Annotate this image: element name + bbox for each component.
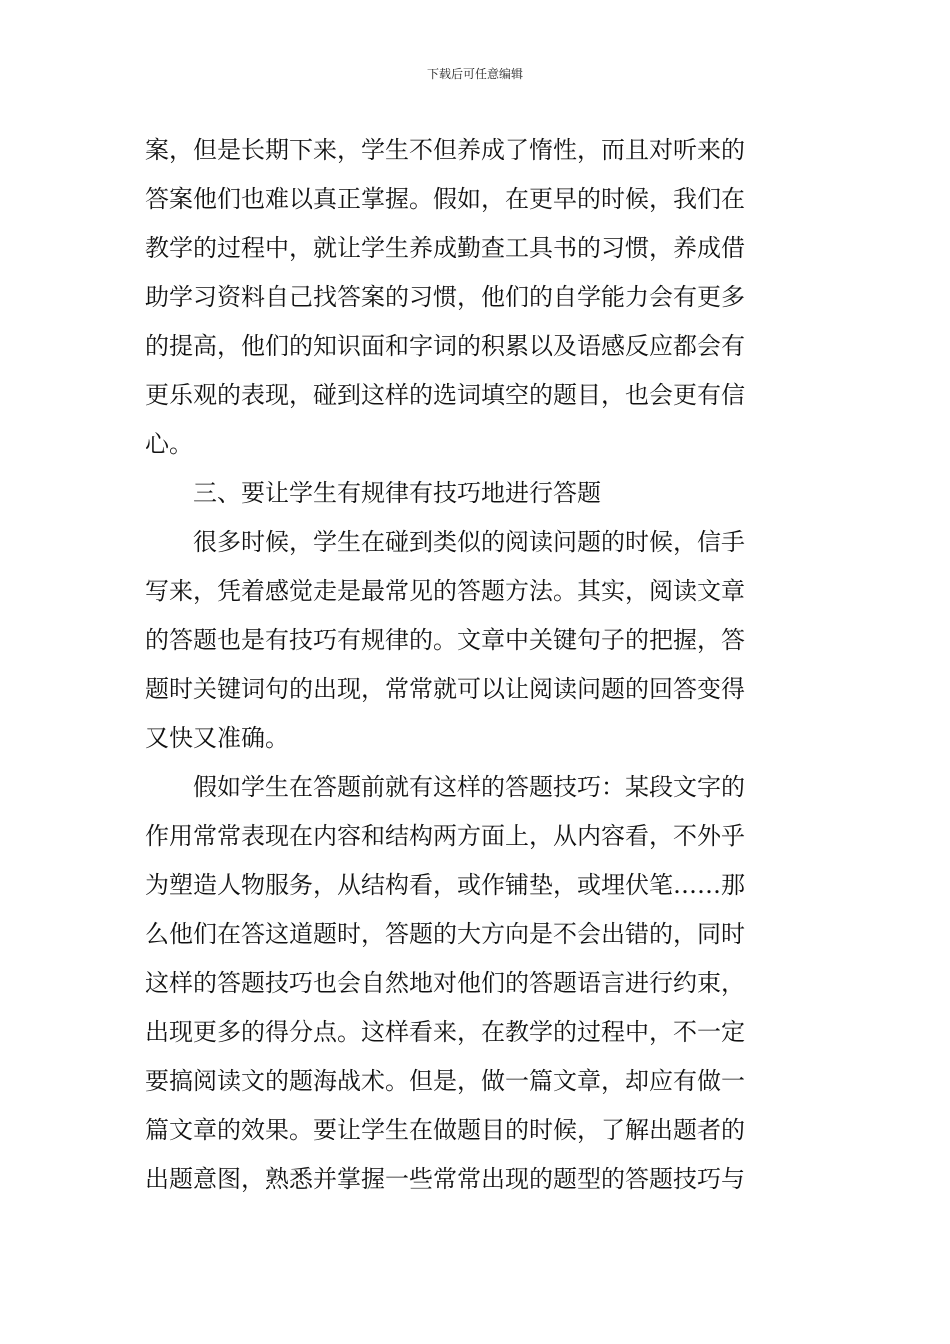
text-line: 要搞阅读文的题海战术。但是，做一篇文章，却应有做一 (145, 1067, 745, 1095)
text-line: 写来，凭着感觉走是最常见的答题方法。其实，阅读文章 (145, 577, 745, 605)
text-line: 答案他们也难以真正掌握。假如，在更早的时候，我们在 (145, 185, 745, 213)
text-line: 很多时候，学生在碰到类似的阅读问题的时候，信手 (193, 528, 745, 556)
text-line: 更乐观的表现，碰到这样的选词填空的题目，也会更有信 (145, 381, 745, 409)
text-line: 案，但是长期下来，学生不但养成了惰性，而且对听来的 (145, 136, 745, 164)
text-line: 出现更多的得分点。这样看来，在教学的过程中，不一定 (145, 1018, 745, 1046)
text-line: 假如学生在答题前就有这样的答题技巧：某段文字的 (193, 773, 745, 801)
text-line: 么他们在答这道题时，答题的大方向是不会出错的，同时 (145, 920, 745, 948)
text-line: 的提高，他们的知识面和字词的积累以及语感反应都会有 (145, 332, 745, 360)
heading-text: 三、要让学生有规律有技巧地进行答题 (193, 479, 601, 507)
document-body (145, 126, 805, 1204)
text-line: 心。 (145, 430, 193, 458)
text-line: 题时关键词句的出现，常常就可以让阅读问题的回答变得 (145, 675, 745, 703)
text-line: 助学习资料自己找答案的习惯，他们的自学能力会有更多 (145, 283, 745, 311)
paragraph (145, 763, 805, 1204)
text-line: 作用常常表现在内容和结构两方面上，从内容看，不外乎 (145, 822, 745, 850)
text-line: 这样的答题技巧也会自然地对他们的答题语言进行约束， (145, 969, 745, 997)
text-line: 又快又准确。 (145, 724, 289, 752)
text-line: 为塑造人物服务，从结构看，或作铺垫，或埋伏笔……那 (145, 871, 745, 899)
paragraph (145, 126, 805, 469)
text-line: 的答题也是有技巧有规律的。文章中关键句子的把握，答 (145, 626, 745, 654)
text-line: 出题意图，熟悉并掌握一些常常出现的题型的答题技巧与 (145, 1165, 745, 1193)
text-line: 篇文章的效果。要让学生在做题目的时候，了解出题者的 (145, 1116, 745, 1144)
page-header (0, 66, 950, 82)
section-heading (145, 469, 805, 518)
text-line: 教学的过程中，就让学生养成勤查工具书的习惯，养成借 (145, 234, 745, 262)
paragraph (145, 518, 805, 763)
header-text: 下载后可任意编辑 (426, 67, 523, 81)
